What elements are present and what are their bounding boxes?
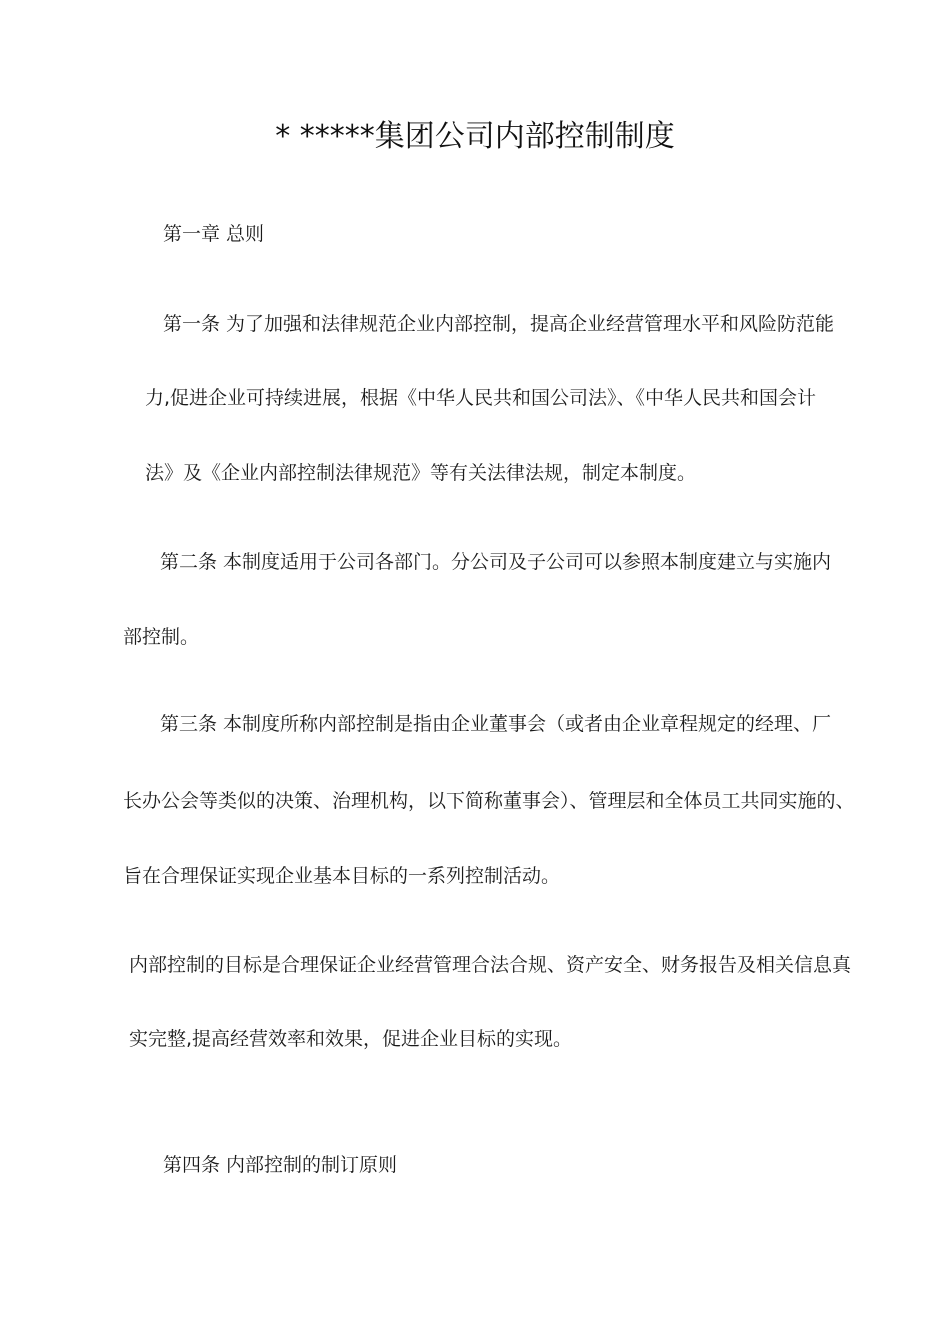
- objective-line-2: 实完整,提高经营效率和效果，促进企业目标的实现。: [129, 1028, 573, 1050]
- objective-line-1: 内部控制的目标是合理保证企业经营管理合法合规、资产安全、财务报告及相关信息真: [129, 954, 852, 976]
- article-1-line-2: 力,促进企业可持续进展，根据《中华人民共和国公司法》、《中华人民共和国会计: [145, 387, 817, 409]
- article-2-line-2: 部控制。: [123, 626, 200, 648]
- article-4-heading: 第四条 内部控制的制订原则: [163, 1154, 398, 1176]
- article-1-line-1: 第一条 为了加强和法律规范企业内部控制，提高企业经营管理水平和风险防范能: [163, 313, 835, 335]
- chapter-heading: 第一章 总则: [163, 223, 265, 245]
- document-title: * *****集团公司内部控制制度: [275, 119, 675, 154]
- article-3-line-3: 旨在合理保证实现企业基本目标的一系列控制活动。: [123, 865, 561, 887]
- article-1-line-3: 法》及《企业内部控制法律规范》等有关法律法规，制定本制度。: [145, 462, 697, 484]
- article-3-line-2: 长办公会等类似的决策、治理机构，以下简称董事会）、管理层和全体员工共同实施的、: [123, 790, 855, 812]
- article-3-line-1: 第三条 本制度所称内部控制是指由企业董事会（或者由企业章程规定的经理、厂: [160, 713, 832, 735]
- article-2-line-1: 第二条 本制度适用于公司各部门。分公司及子公司可以参照本制度建立与实施内: [160, 551, 832, 573]
